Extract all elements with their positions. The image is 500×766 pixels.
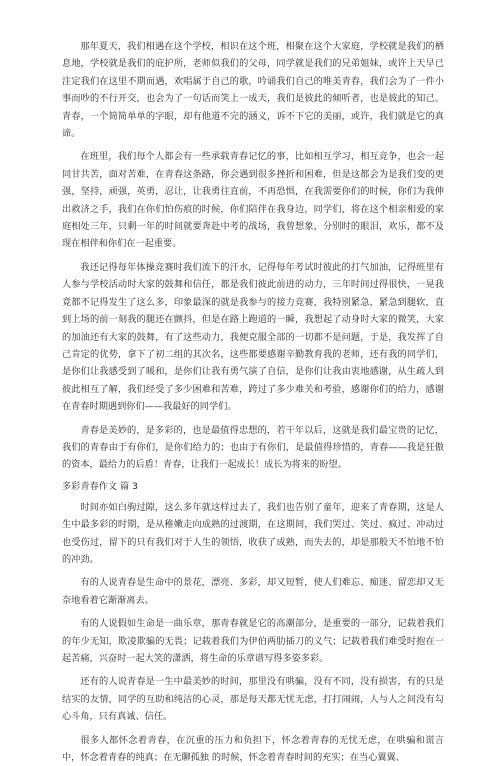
paragraph: 那年夏天，我们相遇在这个学校，相识在这个班，相聚在这个大家庭，学校就是我们的栖息地，学校就是我们的庇护所，老师似我们的父母，同学就是我们的兄弟姐妹，或许上天早已注定我们在这里不期而遇，欢唱属于自己的歌，吟诵我们自己的唯美青春，我们会为了一件小事而吵的不行开交，也会为了一句话而笑上一成天，我们是彼此的倾听者，也是彼此的知己。青春，一个简简单单的字眼，却有他道不完的涵义，诉不下它的美丽，或许，我们就是它的真谛。 bbox=[62, 41, 444, 140]
section-title: 多彩青春作文 篇 3 bbox=[62, 480, 138, 492]
paragraph: 青春是美妙的，是多彩的，也是最值得忠想的，若干年以后，这就是我们最宝贵的记忆，我们的青春由于有你们，是你们给力的；也由于有你们，是最值得珍惜的，青春——我是狂傲的资本，最给力的后盾！青春，让我们一起成长！成长为将来的盼望。 bbox=[62, 424, 444, 471]
paragraph: 时间亦如白驹过隙，这么多年就这样过去了，我们也告别了童年，迎来了青春期，这是人生中最多彩的时期，是从稚嫩走向成熟的过渡期，在这期间，我们哭过、笑过、疯过、冲动过也受伤过，留下的只有我们对于人生的领悟，收获了成熟，而失去的，却是那般天不怕地不怕的冲劲。 bbox=[62, 501, 444, 565]
paragraph: 有的人说青春是生命中的景花，漂亮、多彩，却又短暂，使人们难忘、痴迷、留恋却又无奈地看着它渐渐离去。 bbox=[62, 577, 444, 606]
paragraph: 很多人都怀念着青春，在沉重的压力和负担下，怀念着青春的无忧无虑，在哄骗和谎言中，怀念着青春的纯真；在无聊孤独 的时候，怀念着青春时间的充实；在当心翼翼、 bbox=[62, 734, 444, 764]
paragraph: 还有的人说青春是一生中最美妙的时间，那里没有哄骗，没有不同，没有损害，有的只是结实的友情，同学的互助和纯洁的心灵，那是每天都无忧无虑，打打闹闹，人与人之间没有勾心斗角，只有真诚、信任。 bbox=[62, 676, 444, 723]
paragraph: 在班里，我们每个人都会有一些承载青春记忆的事，比如相互学习，相互竞争，也会一起同甘共苦，面对苦难，在青春这条路，你会遇到很多挫折和困难，但是这都会为是我们变的更强，坚持，顽强，英勇，忍让，让我勇往直前，不再恐惧，在我需要你们的时候，你们为我伸出救济之手，我们在你们怕伤痕的时候，你们陪伴在我身边，同学们，将在这个相亲相爱的家庭相处三年，只剩一年的时间就要奔赴中考的战场，我曾想象，分别时的眼泪，欢乐，都不及现在相伴和你们在一起重要。 bbox=[62, 151, 444, 250]
paragraph: 有的人说假如生命是一曲乐章，那青春就是它的高潮部分，是重要的一部分，记载着我们的年少无知，欺凌欺骗的无畏；记载着我们为伊伯两肋插刀的义气；记载着我们难受时抱在一起苦痛，兴奋时一起大笑的潇洒，将生命的乐章谱写得多姿多彩。 bbox=[62, 618, 444, 664]
paragraph: 我还记得每年体操竞赛时我们流下的汗水，记得每年考试时彼此的打气加油，记得班里有人参与学校活动时大家的鼓舞和信任，都是我们彼此前进的动力，三年时间过得很快，一晃我竟都不记得发生了这么多，印象最深的就是我参与的接力竞赛，我特别紧急，紧急到腿软，直到上场的前一刻我的腿还在颤抖，但是在路上跑道的一瞬，我想起了动身时大家的微笑，大家的加油还有大家的鼓舞，有了这些动力，我便克服全部的一切都不是问题，于是，我发挥了自己肯定的优势，拿下了初二组的其次名，这些都要感谢辛勤教育我的老师，还有我的同学们，是你们让我感受到了暖和，是你们让我有勇气演了自信，是你们让我由衷地感谢，从生疏人到彼此相互了解，我们经受了多少困难和苦难，跨过了多少难关和考验，感谢你们的给力，感谢在青春时期遇到你们——我最好的同学们。 bbox=[62, 261, 444, 413]
